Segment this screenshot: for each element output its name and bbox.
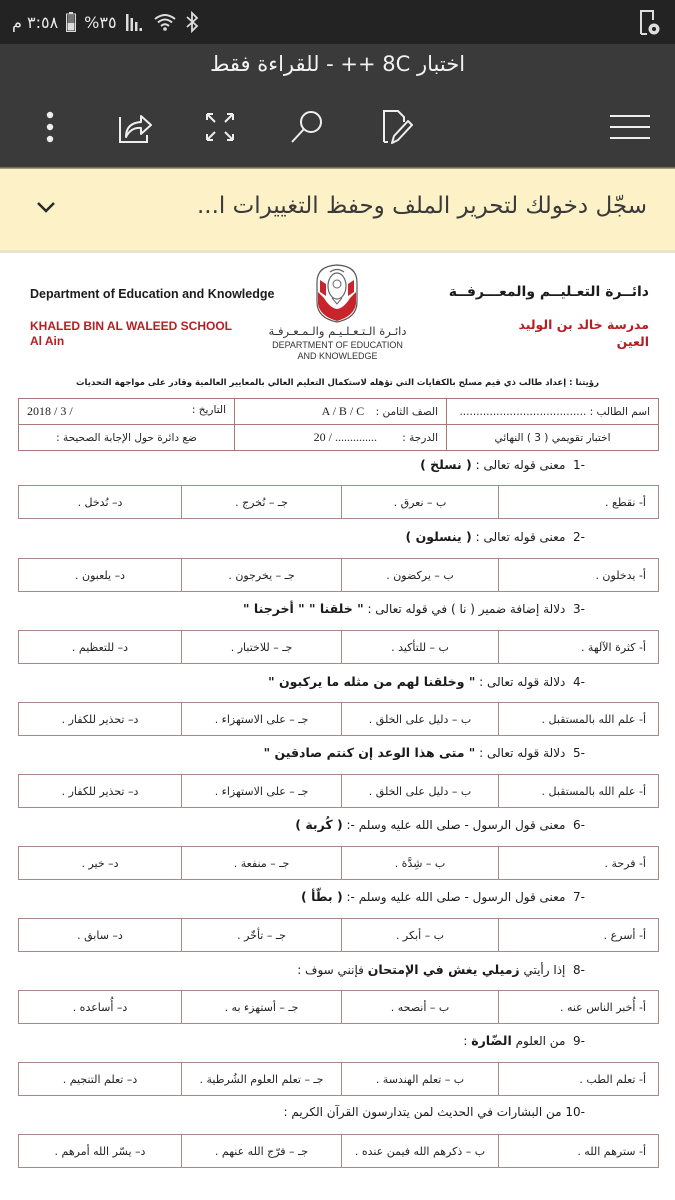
question-number: -7 (573, 890, 585, 904)
logo-caption-en-line1: DEPARTMENT OF EDUCATION (272, 340, 403, 350)
option-c[interactable]: جـ – تأخّر . (182, 919, 342, 952)
date-label: التاريخ : (191, 404, 226, 416)
option-c[interactable]: جـ – يخرجون . (182, 559, 342, 592)
logo-caption-ar: دائـرة الـتـعـلـيـم والـمـعـرفـة (268, 324, 407, 338)
option-c[interactable]: جـ – على الاستهزاء . (182, 775, 342, 808)
question-text: معنى قول الرسول - صلى الله عليه وسلم -: (342, 890, 566, 904)
question-3 (243, 601, 585, 616)
option-c[interactable]: جـ – على الاستهزاء . (182, 703, 342, 736)
question-3-options (18, 630, 659, 664)
signin-banner[interactable] (0, 169, 675, 253)
question-keyword: ( بطّأ ) (301, 889, 343, 904)
option-d[interactable]: د– تعلم التنجيم . (19, 1063, 182, 1096)
more-options-button[interactable] (28, 105, 72, 149)
option-b[interactable]: ب – نعرق . (342, 486, 499, 519)
question-4 (268, 674, 585, 689)
question-number: -1 (573, 458, 585, 472)
option-a[interactable]: أ- سترهم الله . (499, 1135, 659, 1168)
question-text: معنى قوله تعالى : (471, 458, 566, 472)
question-text: معنى قول الرسول - صلى الله عليه وسلم -: (342, 818, 566, 832)
date-value: 2018 / 3 / (27, 404, 73, 418)
department-name-ar: دائــرة التعـليــم والمعـــرفــة (448, 284, 649, 300)
share-icon (117, 109, 153, 145)
question-2 (406, 529, 586, 544)
option-a[interactable]: أ- فرحة . (499, 847, 659, 880)
score-label: الدرجة : (402, 432, 438, 444)
status-indicators (12, 10, 199, 34)
option-d[interactable]: د– أُساعده . (19, 991, 182, 1024)
option-a[interactable]: أ- كثرة الآلهة . (499, 631, 659, 664)
student-name-field[interactable]: اسم الطالب : ...................................... (447, 399, 659, 425)
question-keyword: ( نسلخ ) (420, 457, 472, 472)
info-row-1 (19, 399, 659, 425)
hamburger-menu-button[interactable] (608, 105, 652, 149)
question-text: دلالة إضافة ضمير ( نا ) في قوله تعالى : (363, 602, 566, 616)
question-number: -2 (573, 530, 585, 544)
logo-caption-en-line2: AND KNOWLEDGE (297, 351, 378, 361)
question-keyword: " وخلقنا لهم من مثله ما يركبون " (268, 674, 476, 689)
question-text: معنى قوله تعالى : (471, 530, 566, 544)
option-b[interactable]: ب – أنصحه . (342, 991, 499, 1024)
question-keyword: الضّارة (471, 1033, 512, 1048)
option-b[interactable]: ب – يركضون . (342, 559, 499, 592)
vision-statement: رؤيتنا : إعداد طالب ذي قيم مسلح بالكفايات التي تؤهله لاستكمال التعليم العالي بالمعايير العالمية وقادر على مواجهة التحديات (76, 378, 599, 388)
exam-title: اختبار تقويمي ( 3 ) النهائي (447, 425, 659, 451)
search-button[interactable] (285, 105, 329, 149)
question-text: دلالة قوله تعالى : (475, 675, 566, 689)
option-d[interactable]: د– سابق . (19, 919, 182, 952)
edit-document-icon (378, 108, 414, 146)
instruction-text: ضع دائرة حول الإجابة الصحيحة : (19, 425, 235, 451)
question-text-after: : (463, 1034, 472, 1048)
question-9 (463, 1033, 585, 1048)
share-button[interactable] (113, 105, 157, 149)
question-2-options (18, 558, 659, 592)
school-name-ar-line1: مدرسة خالد بن الوليد (518, 317, 649, 332)
question-6 (295, 817, 585, 832)
school-city-en: Al Ain (30, 334, 65, 348)
option-b[interactable]: ب – تعلم الهندسة . (342, 1063, 499, 1096)
option-a[interactable]: أ- تعلم الطب . (499, 1063, 659, 1096)
bluetooth-icon (185, 11, 199, 33)
signin-banner-text: سجّل دخولك لتحرير الملف وحفظ التغييرات ا... (197, 193, 647, 219)
question-7 (301, 889, 585, 904)
date-field (19, 399, 235, 425)
question-9-options (18, 1062, 659, 1096)
toolbar (0, 99, 675, 159)
question-keyword: " متى هذا الوعد إن كنتم صادقين " (263, 745, 476, 760)
question-number: -8 (573, 963, 585, 977)
more-options-icon (45, 111, 55, 143)
option-b[interactable]: ب – ذكرهم الله فيمن عنده . (342, 1135, 499, 1168)
question-6-options (18, 846, 659, 880)
department-name-en: Department of Education and Knowledge (30, 287, 275, 301)
question-10-options (18, 1134, 659, 1168)
option-d[interactable]: د– للتعظيم . (19, 631, 182, 664)
option-c[interactable]: جـ – نُخرج . (182, 486, 342, 519)
option-a[interactable]: أ- نقطع . (499, 486, 659, 519)
app-header (0, 44, 675, 169)
question-number: -6 (573, 818, 585, 832)
option-d[interactable]: د– خير . (19, 847, 182, 880)
question-7-options (18, 918, 659, 952)
option-b[interactable]: ب – للتأكيد . (342, 631, 499, 664)
signal-icon (125, 12, 145, 32)
question-keyword: زميلي يغش في الإمتحان (367, 962, 520, 977)
info-row-2 (19, 425, 659, 451)
option-c[interactable]: جـ – للاختبار . (182, 631, 342, 664)
school-name-en (30, 319, 232, 349)
option-b[interactable]: ب – دليل على الخلق . (342, 775, 499, 808)
question-4-options (18, 702, 659, 736)
question-5-options (18, 774, 659, 808)
edit-button[interactable] (374, 105, 418, 149)
score-field (235, 425, 447, 451)
option-a[interactable]: أ- أسرع . (499, 919, 659, 952)
question-text: دلالة قوله تعالى : (475, 746, 566, 760)
banner-expand-button[interactable] (36, 199, 64, 221)
hamburger-menu-icon (610, 114, 650, 140)
grade-label: الصف الثامن : (375, 406, 438, 418)
option-d[interactable]: د– تحذير للكفار . (19, 703, 182, 736)
question-5 (264, 745, 585, 760)
question-number: -3 (573, 602, 585, 616)
question-1 (420, 457, 585, 472)
question-keyword: ( كُربة ) (295, 817, 343, 832)
question-text: من البشارات في الحديث لمن يتدارسون القرآن الكريم : (283, 1105, 562, 1119)
grade-sections: A / B / C (321, 404, 365, 418)
school-name-en-line1: KHALED BIN AL WALEED SCHOOL (30, 319, 233, 333)
question-10 (284, 1105, 585, 1119)
wifi-icon (153, 12, 177, 32)
question-text: من العلوم (511, 1034, 566, 1048)
option-a[interactable]: أ- علم الله بالمستقبل . (499, 775, 659, 808)
option-c[interactable]: جـ – تعلم العلوم الشُرطية . (182, 1063, 342, 1096)
battery-percent: %٣٥ (84, 12, 117, 32)
option-a[interactable]: أ- يدخلون . (499, 559, 659, 592)
option-b[interactable]: ب – أبكر . (342, 919, 499, 952)
option-a[interactable]: أ- علم الله بالمستقبل . (499, 703, 659, 736)
question-number: -5 (573, 746, 585, 760)
school-name-ar (519, 316, 649, 350)
document-title: اختبار 8C ++ - للقراءة فقط (209, 52, 466, 76)
document-page (0, 256, 675, 1200)
option-d[interactable]: د– يلعبون . (19, 559, 182, 592)
question-8-options (18, 990, 659, 1024)
question-1-options (18, 485, 659, 519)
option-c[interactable]: جـ – فرّج الله عنهم . (182, 1135, 342, 1168)
question-keyword: ( ينسلون ) (405, 529, 472, 544)
status-bar (0, 0, 675, 44)
screen-record-icon[interactable] (637, 8, 661, 36)
option-b[interactable]: ب – شِدَّة . (342, 847, 499, 880)
option-d[interactable]: د– تحذير للكفار . (19, 775, 182, 808)
option-d[interactable]: د– يسّر الله أمرهم . (19, 1135, 182, 1168)
fullscreen-button[interactable] (198, 105, 242, 149)
option-c[interactable]: جـ – منفعة . (182, 847, 342, 880)
option-a[interactable]: أ- أُخبر الناس عنه . (499, 991, 659, 1024)
grade-field (235, 399, 447, 425)
chevron-down-icon (36, 200, 56, 214)
search-icon (289, 109, 325, 145)
abu-dhabi-emblem-logo (312, 262, 362, 324)
option-d[interactable]: د– نُدخل . (19, 486, 182, 519)
question-text: إذا رأيتي (519, 963, 566, 977)
clock: ٣:٥٨ م (12, 12, 59, 32)
fullscreen-icon (204, 111, 236, 143)
question-number: -10 (565, 1105, 585, 1119)
question-number: -9 (573, 1034, 585, 1048)
battery-icon (66, 12, 76, 32)
option-b[interactable]: ب – دليل على الخلق . (342, 703, 499, 736)
student-info-table (18, 398, 659, 451)
score-value: 20 / .............. (313, 430, 377, 444)
question-8 (297, 962, 585, 977)
school-city-ar: العين (616, 334, 649, 349)
logo-caption-en (260, 340, 415, 362)
question-number: -4 (573, 675, 585, 689)
question-text-after: فإنني سوف : (297, 963, 368, 977)
question-keyword: " خلقنا " " أخرجنا " (243, 601, 364, 616)
option-c[interactable]: جـ – أستهزء به . (182, 991, 342, 1024)
